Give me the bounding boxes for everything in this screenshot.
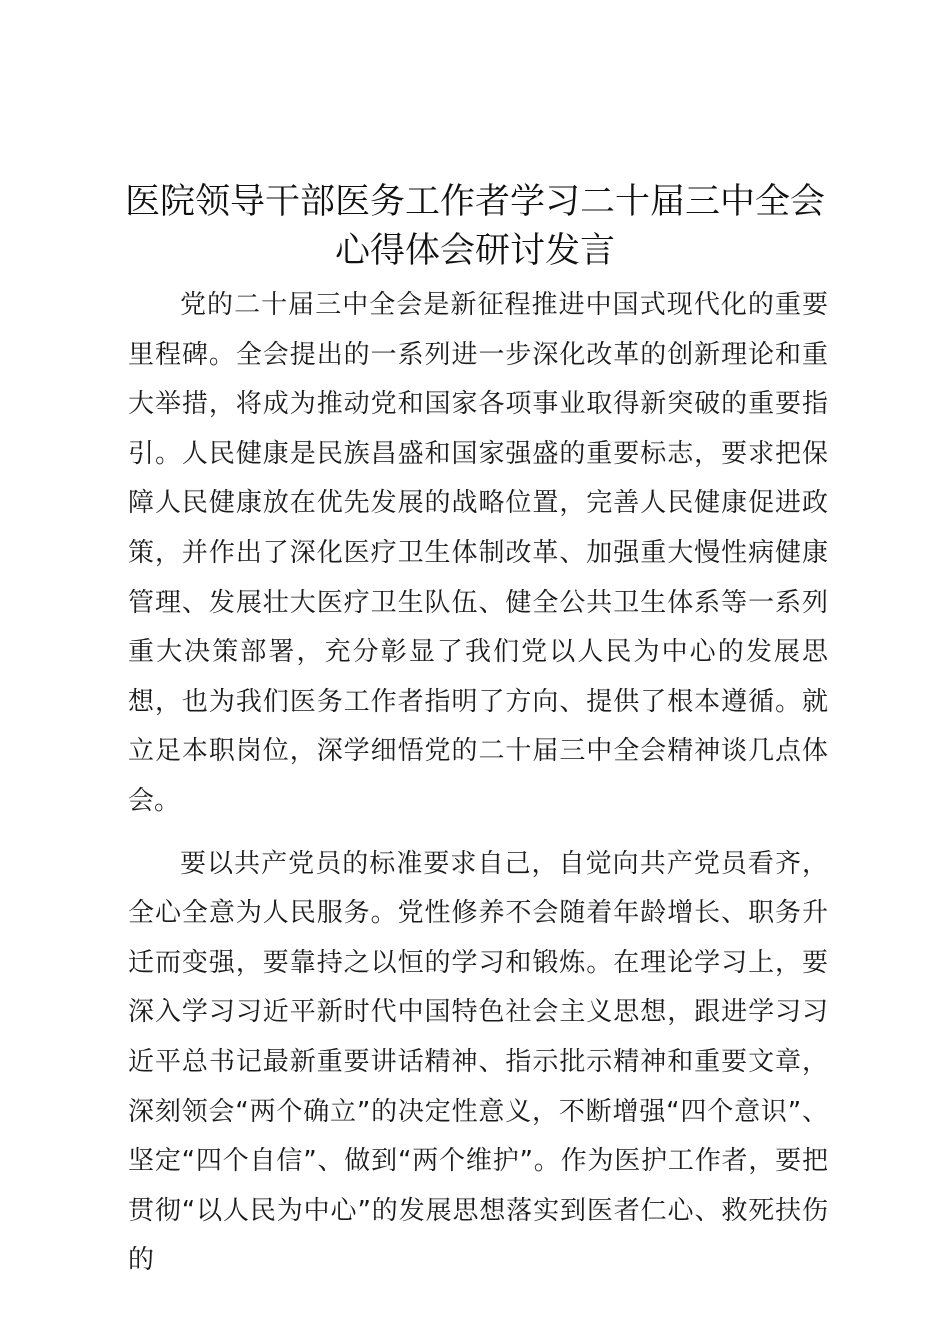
title-line-2: 心得体会研讨发言 bbox=[334, 231, 615, 271]
document-body bbox=[128, 281, 828, 1286]
paragraph-1: 党的二十届三中全会是新征程推进中国式现代化的重要里程碑。全会提出的一系列进一步深化改革的创新理论和重大举措，将成为推动党和国家各项事业取得新突破的重要指引。人民健康是民族昌盛和国家强盛的重要标志，要求把保障人民健康放在优先发展的战略位置，完善人民健康促进政策，并作出了深化医疗卫生体制改革、加强重大慢性病健康管理、发展壮大医疗卫生队伍、健全公共卫生体系等一系列重大决策部署，充分彰显了我们党以人民为中心的发展思想，也为我们医务工作者指明了方向、提供了根本遵循。就立足本职岗位，深学细悟党的二十届三中全会精神谈几点体会。 bbox=[128, 290, 828, 816]
document-title bbox=[110, 178, 840, 276]
title-line-1: 医院领导干部医务工作者学习二十届三中全会 bbox=[124, 182, 825, 222]
paragraph-2: 要以共产党员的标准要求自己，自觉向共产党员看齐，全心全意为人民服务。党性修养不会随着年龄增长、职务升迁而变强，要靠持之以恒的学习和锻炼。在理论学习上，要深入学习习近平新时代中国特色社会主义思想，跟进学习习近平总书记最新重要讲话精神、指示批示精神和重要文章，深刻领会“两个确立”的决定性意义，不断增强“四个意识”、坚定“四个自信”、做到“两个维护”。作为医护工作者，要把贯彻“以人民为中心”的发展思想落实到医者仁心、救死扶伤的 bbox=[128, 848, 828, 1276]
